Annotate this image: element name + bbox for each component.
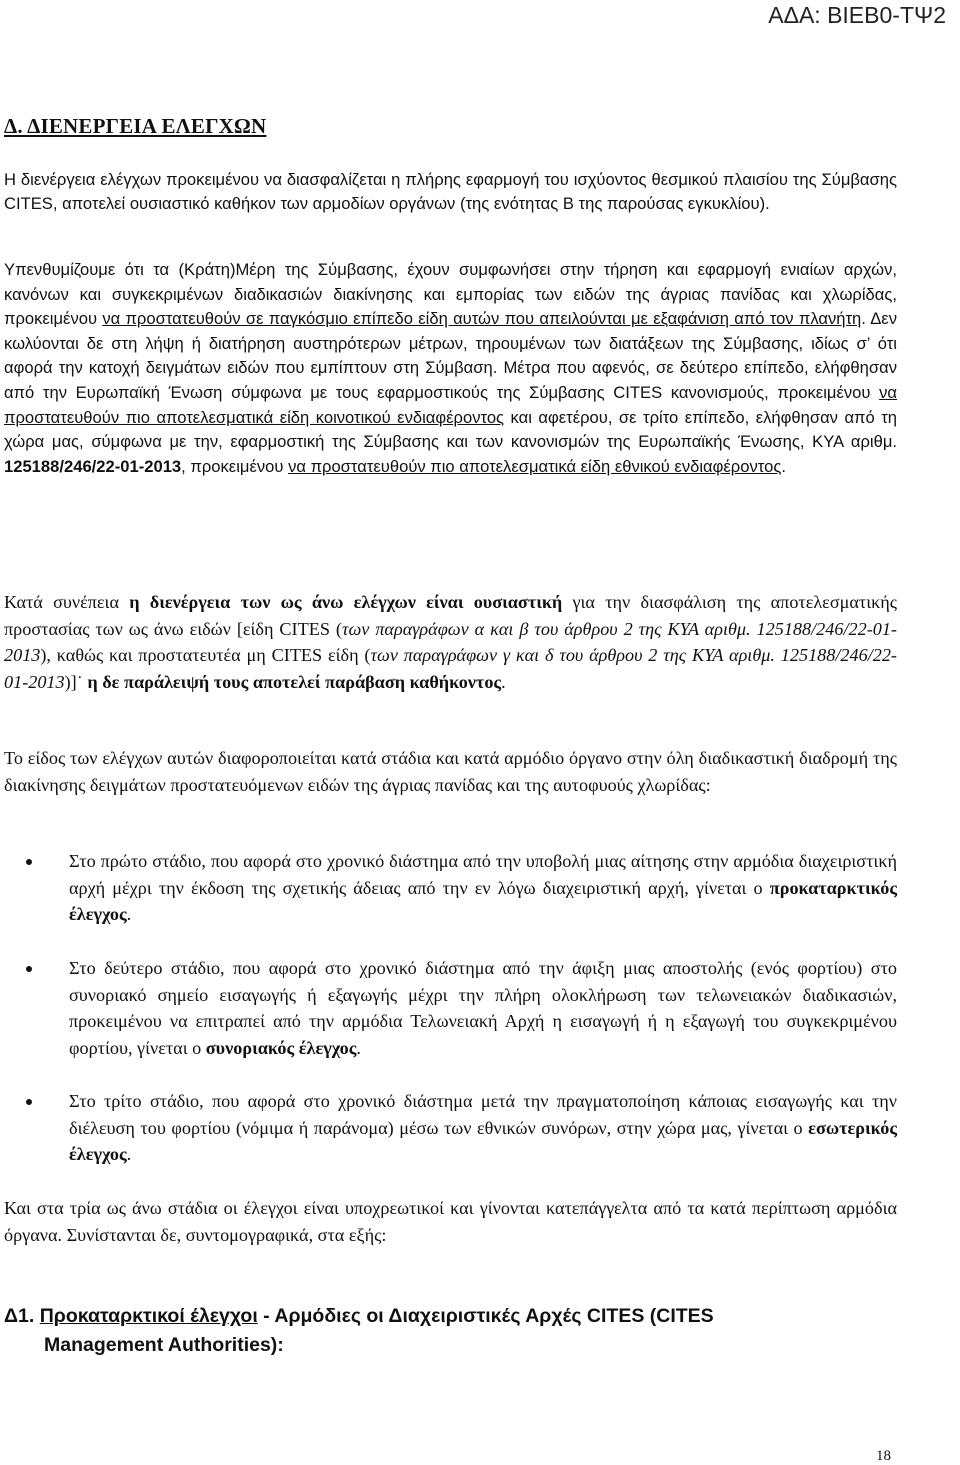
p3-text-a: Κατά συνέπεια (4, 592, 130, 612)
p3-italic-ref2: των παραγράφων γ και δ του άρθρου 2 της ΚΥΑ αριθμ. 125188/246/22-01-2013 (4, 645, 897, 692)
paragraph-stages-intro: Το είδος των ελέγχων αυτών διαφοροποιείται κατά στάδια και κατά αρμόδιο όργανο στην όλη διαδικαστική διαδρομή της διακίνησης δειγμάτων προστατευόμενων ειδών της άγριας πανίδας και της αυτοφυούς χλωρίδας: (4, 748, 897, 795)
section-title: Δ. ΔΙΕΝΕΡΓΕΙΑ ΕΛΕΓΧΩΝ (4, 114, 267, 138)
d1-rest: - Αρμόδιες οι Διαχειριστικές Αρχές CITES (CITES (257, 1305, 714, 1327)
bullet-icon (26, 1099, 32, 1105)
bullet-1-bold: προκαταρκτικός έλεγχος (69, 877, 897, 925)
p2-underlined-national: να προστατευθούν πιο αποτελεσματικά είδη εθνικού ενδιαφέροντος (288, 456, 782, 476)
p2-underlined-community: να προστατευθούν πιο αποτελεσματικά είδη κοινοτικού ενδιαφέροντος (4, 382, 897, 427)
bullet-3-text: Στο τρίτο στάδιο, που αφορά στο χρονικό διάστημα μετά την πραγματοποίηση κάποιας εισαγωγής και την διέλευση του φορτίου (νόμιμα ή παράνομα) μέσω των εθνικών συνόρων, στην χώρα μας, γίνεται ο (69, 1091, 897, 1138)
paragraph-mandatory-controls: Και στα τρία ως άνω στάδια οι έλεγχοι είναι υποχρεωτικοί και γίνονται κατεπάγγελτα από τα κατά περίπτωση αρμόδια όργανα. Συνίστανται δε, συντομογραφικά, στα εξής: (4, 1198, 897, 1245)
p3-bold-essential: η διενέργεια των ως άνω ελέγχων είναι ουσιαστική (129, 592, 563, 612)
subsection-heading-d1 (4, 1302, 897, 1360)
p2-text-g: , προκειμένου (181, 456, 289, 476)
page-number: 18 (876, 1448, 891, 1464)
paragraph-consequence (4, 589, 897, 695)
d1-line2: Management Authorities): (44, 1334, 284, 1356)
bullet-icon (26, 859, 32, 865)
bullet-item-second-stage (69, 955, 897, 1061)
paragraph-reminder (4, 258, 897, 479)
bullet-item-first-stage (69, 848, 897, 928)
p2-kya-number: 125188/246/22-01-2013 (4, 456, 182, 476)
p3-bold-omission: η δε παράλειψή τους αποτελεί παράβαση καθήκοντος (87, 671, 502, 692)
d1-number: Δ1. (4, 1305, 40, 1327)
p2-text-a: Υπενθυμίζουμε ότι τα (Κράτη)Μέρη της Σύμβασης, έχουν συμφωνήσει στην τήρηση και εφαρμογή ενιαίων αρχών, κανόνων και συγκεκριμένων διαδικασιών διακίνησης και εμπορίας των ειδών της άγριας πανίδας και χλωρίδας, προκειμένου (4, 260, 897, 329)
bullet-icon (26, 966, 32, 972)
bullet-2-text: Στο δεύτερο στάδιο, που αφορά στο χρονικό διάστημα από την άφιξη μιας αποστολής (ενός φορτίου) στο συνοριακό σημείο εισαγωγής ή εξαγωγής μέχρι την πλήρη ολοκλήρωση των τελωνειακών διαδικασιών, προκειμένου να επιτραπεί από την αρμόδια Τελωνειακή Αρχή η εισαγωγή ή η εξαγωγή του συγκεκριμένου φορτίου, γίνεται ο (69, 958, 897, 1058)
p2-text-e: και αφετέρου, σε τρίτο επίπεδο, ελήφθησαν από τη χώρα μας, σύμφωνα με την, εφαρμοστική της Σύμβασης και των κανονισμών της Ευρωπαϊκής Ένωσης, ΚΥΑ αριθμ. (4, 407, 897, 452)
p3-text-i: . (501, 671, 506, 692)
d1-underlined-title: Προκαταρκτικοί έλεγχοι (39, 1305, 258, 1327)
p3-text-c: για την διασφάλιση της αποτελεσματικής προστασίας των ως άνω ειδών [είδη CITES ( (4, 592, 897, 639)
bullet-3-end: . (126, 1144, 132, 1165)
p2-text-i: . (781, 456, 786, 476)
p3-text-e: ), καθώς και προστατευτέα μη CITES είδη ( (40, 645, 371, 666)
bullet-2-end: . (356, 1037, 361, 1058)
bullet-1-text: Στο πρώτο στάδιο, που αφορά στο χρονικό διάστημα από την υποβολή μιας αίτησης στην αρμόδια διαχειριστική αρχή μέχρι την έκδοση της σχετικής άδειας από την εν λόγω διαχειριστική αρχή, γίνεται ο (69, 851, 897, 898)
bullet-2-bold: συνοριακός έλεγχος (205, 1037, 357, 1058)
bullet-1-end: . (126, 904, 132, 925)
bullet-item-third-stage (69, 1088, 897, 1168)
bullet-3-bold: εσωτερικός έλεγχος (69, 1117, 897, 1165)
ada-header: ΑΔΑ: ΒΙΕΒ0-ΤΨ2 (768, 2, 946, 28)
paragraph-intro: Η διενέργεια ελέγχων προκειμένου να διασφαλίζεται η πλήρης εφαρμογή του ισχύοντος θεσμικού πλαισίου της Σύμβασης CITES, αποτελεί ουσιαστικό καθήκον των αρμοδίων οργάνων (της ενότητας Β της παρούσας εγκυκλίου). (4, 170, 897, 214)
p2-underlined-global: να προστατευθούν σε παγκόσμιο επίπεδο είδη αυτών που απειλούνται με εξαφάνιση από τον πλανήτη (102, 309, 862, 329)
p3-italic-ref1: των παραγράφων α και β του άρθρου 2 της ΚΥΑ αριθμ. 125188/246/22-01-2013 (4, 618, 897, 666)
p2-text-c: . Δεν κωλύονται δε στη λήψη ή διατήρηση αυστηρότερων μέτρων, τηρουμένων των διατάξεων της Σύμβασης, ιδίως σ’ ότι αφορά την κατοχή δειγμάτων ειδών που εμπίπτουν στη Σύμβαση. Μέτρα που αφενός, σε δεύτερο επίπεδο, ελήφθησαν από την Ευρωπαϊκή Ένωση σύμφωνα με τους εφαρμοστικούς της Σύμβασης CITES κανονισμούς, προκειμένου (4, 309, 897, 402)
p3-text-g: )]˙ (64, 671, 88, 692)
